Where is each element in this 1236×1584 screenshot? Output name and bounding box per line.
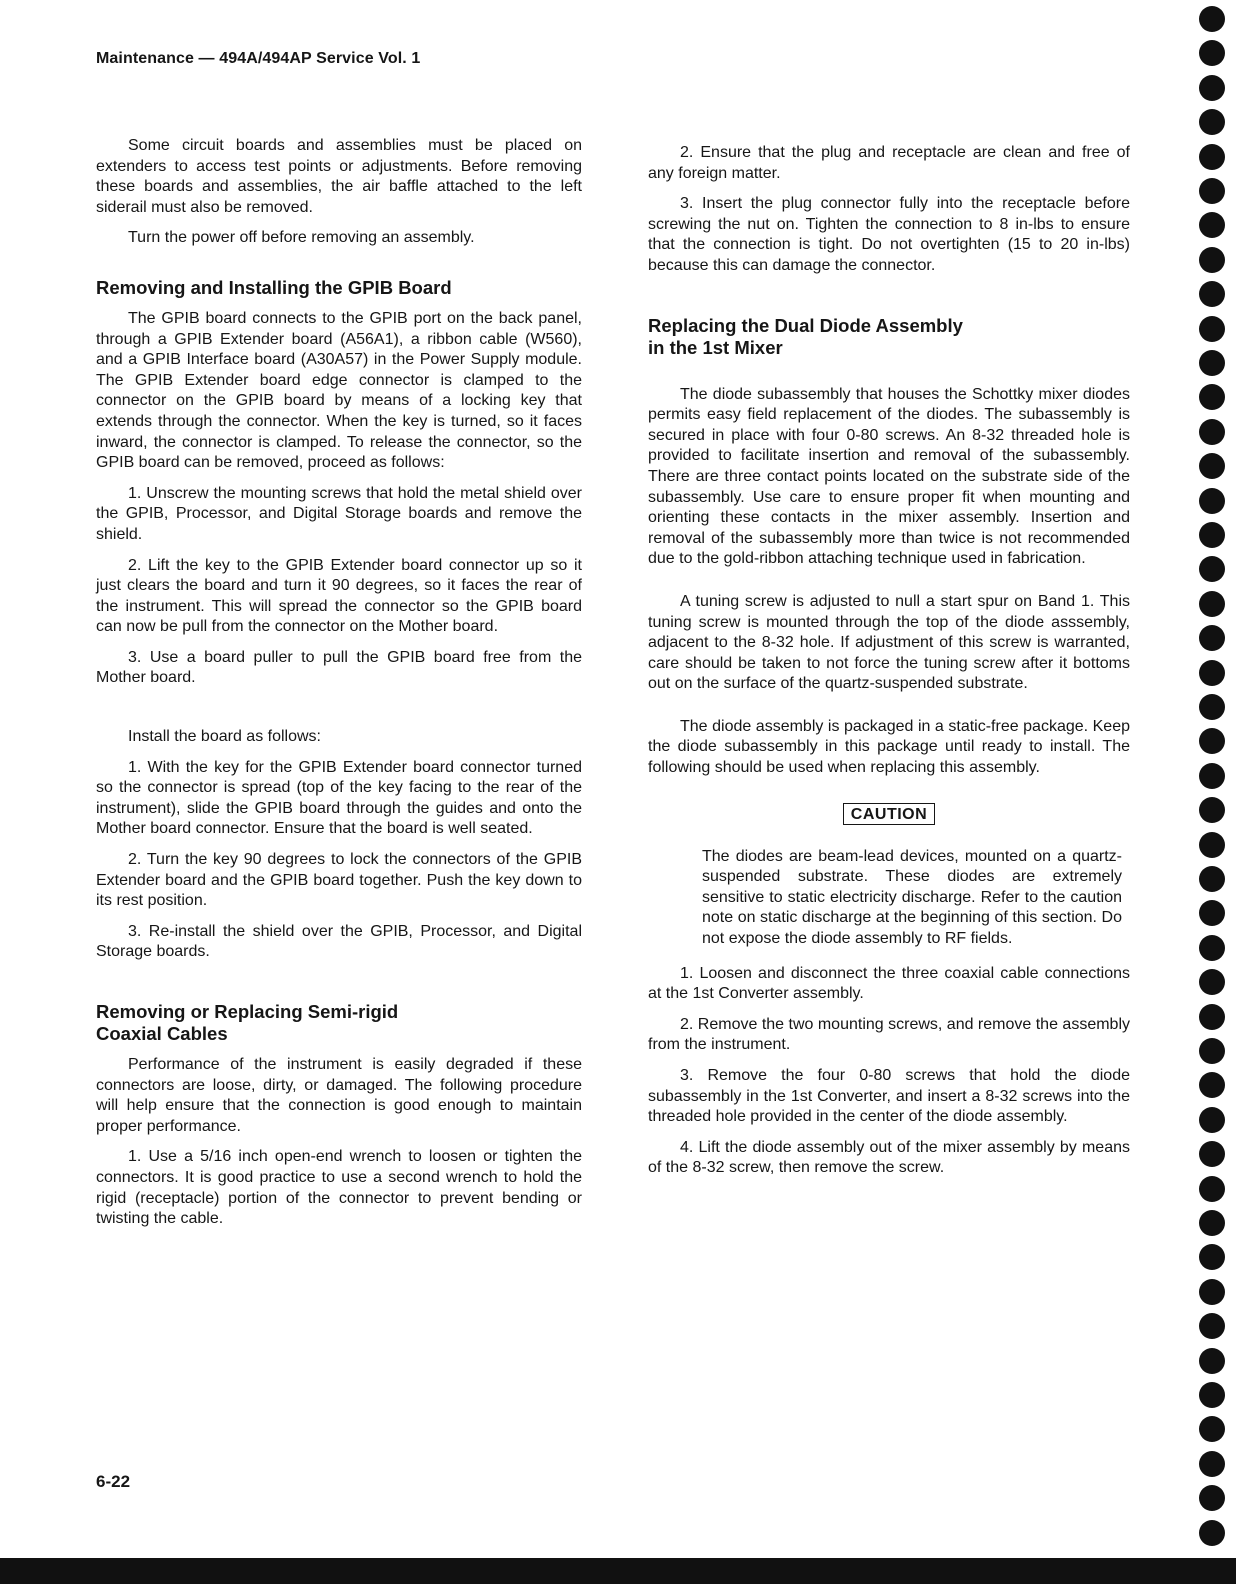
coax-step-3: 3. Insert the plug connector fully into the receptacle before screwing the nut on. Tighten the connection to 8 in-lbs to ensure that the connection is tight. Do not overtighten (15 to 20 in-lbs) because this can damage the connector. <box>648 195 1130 274</box>
coax-heading-line-1: Removing or Replacing Semi-rigid <box>96 1001 399 1022</box>
binder-hole <box>1199 900 1225 926</box>
binder-hole <box>1199 453 1225 479</box>
binder-hole <box>1199 1244 1225 1270</box>
diode-step-3: 3. Remove the four 0-80 screws that hold the diode subassembly in the 1st Converter, and insert a 8-32 screws into the threaded hole provided in the center of the diode assembly. <box>648 1067 1130 1126</box>
binder-hole <box>1199 212 1225 238</box>
gpib-paragraph: The GPIB board connects to the GPIB port on the back panel, through a GPIB Extender board (A56A1), a ribbon cable (W560), and a GPIB Interface board (A30A57) in the Power Supply module. The GPIB Extender board edge connector is clamped to the connector on the GPIB board by means of a locking key that extends through the connector. When the key is turned, so it faces inward, the connector is clamped. To release the connector, so the GPIB board can be removed, proceed as follows: <box>96 309 582 472</box>
binder-hole <box>1199 40 1225 66</box>
binder-hole <box>1199 1485 1225 1511</box>
binder-hole <box>1199 109 1225 135</box>
gpib-step-1: 1. Unscrew the mounting screws that hold the metal shield over the GPIB, Processor, and Digital Storage boards and remove the shield. <box>96 484 582 543</box>
binder-hole <box>1199 1210 1225 1236</box>
binder-hole <box>1199 350 1225 376</box>
binder-hole <box>1199 1279 1225 1305</box>
binder-hole <box>1199 728 1225 754</box>
binder-hole <box>1199 1141 1225 1167</box>
binder-hole <box>1199 488 1225 514</box>
binder-hole <box>1199 556 1225 582</box>
binder-hole <box>1199 1038 1225 1064</box>
binder-hole <box>1199 969 1225 995</box>
binder-hole <box>1199 1313 1225 1339</box>
binder-hole <box>1199 1072 1225 1098</box>
binder-hole <box>1199 625 1225 651</box>
coax-step-2: 2. Ensure that the plug and receptacle are clean and free of any foreign matter. <box>648 144 1130 182</box>
caution-label: CAUTION <box>843 803 935 825</box>
coax-heading <box>96 1001 582 1045</box>
coax-heading-line-2: Coaxial Cables <box>96 1023 228 1044</box>
diode-step-1: 1. Loosen and disconnect the three coaxial cable connections at the 1st Converter assembly. <box>648 964 1130 1003</box>
left-column <box>96 136 582 1240</box>
package-paragraph: The diode assembly is packaged in a static-free package. Keep the diode subassembly in this package until ready to install. The following should be used when replacing this assembly. <box>648 717 1130 777</box>
page-number: 6-22 <box>96 1472 131 1491</box>
intro-note: Turn the power off before removing an assembly. <box>128 229 475 247</box>
diode-heading <box>648 315 1130 359</box>
binder-hole <box>1199 1520 1225 1546</box>
diode-step-4: 4. Lift the diode assembly out of the mixer assembly by means of the 8-32 screw, then remove the screw. <box>648 1138 1130 1177</box>
binder-hole <box>1199 763 1225 789</box>
gpib-step-2: 2. Lift the key to the GPIB Extender board connector up so it just clears the board and turn it 90 degrees, so it faces the rear of the instrument. This will spread the connector so the GPIB board can now be pull from the connector on the Mother board. <box>96 556 582 636</box>
binder-hole <box>1199 1107 1225 1133</box>
binder-hole <box>1199 866 1225 892</box>
caution-text: The diodes are beam-lead devices, mounted on a quartz-suspended substrate. These diodes are extremely sensitive to static electricity discharge. Refer to the caution note on static discharge at the beginning of this section. Do not expose the diode assembly to RF fields. <box>702 847 1122 948</box>
binder-hole <box>1199 1004 1225 1030</box>
intro-paragraph: Some circuit boards and assemblies must be placed on extenders to access test points or adjustments. Before removing these boards and assemblies, the air baffle attached to the left siderail must also be removed. <box>96 137 582 216</box>
binder-hole <box>1199 1382 1225 1408</box>
tuning-paragraph: A tuning screw is adjusted to null a start spur on Band 1. This tuning screw is mounted through the top of the diode asssembly, adjacent to the 8-32 hole. If adjustment of this screw is warranted, care should be taken to not force the tuning screw after it bottoms out on the surface of the quartz-suspended substrate. <box>648 592 1130 693</box>
binder-hole <box>1199 660 1225 686</box>
binder-hole <box>1199 522 1225 548</box>
coax-paragraph: Performance of the instrument is easily degraded if these connectors are loose, dirty, or damaged. The following procedure will help ensure that the connection is good enough to maintain proper performance. <box>96 1056 582 1135</box>
diode-heading-line-2: in the 1st Mixer <box>648 336 783 358</box>
diode-step-2: 2. Remove the two mounting screws, and remove the assembly from the instrument. <box>648 1015 1130 1054</box>
binder-hole <box>1199 419 1225 445</box>
binder-hole <box>1199 178 1225 204</box>
page-header: Maintenance — 494A/494AP Service Vol. 1 <box>96 50 421 67</box>
scan-border <box>0 1558 1236 1584</box>
diode-heading-line-1: Replacing the Dual Diode Assembly <box>648 314 963 336</box>
binder-hole <box>1199 935 1225 961</box>
binder-hole <box>1199 591 1225 617</box>
binder-hole <box>1199 6 1225 32</box>
binder-hole <box>1199 247 1225 273</box>
diode-paragraph: The diode subassembly that houses the Schottky mixer diodes permits easy field replacement of the diodes. The subassembly is secured in place with four 0-80 screws. An 8-32 threaded hole is provided to facilitate insertion and removal of the subassembly. There are three contact points located on the substrate side of the subassembly. Use care to ensure proper fit when mounting and orienting these contacts in the mixer assembly. Insertion and removal of the subassembly more than twice is not recommended due to the gold-ribbon attaching technique used in fabrication. <box>648 385 1130 568</box>
coax-step-1: 1. Use a 5/16 inch open-end wrench to loosen or tighten the connectors. It is good practice to use a second wrench to hold the rigid (receptacle) portion of the connector to prevent bending or twisting the cable. <box>96 1148 582 1228</box>
install-intro: Install the board as follows: <box>128 728 321 746</box>
binder-hole <box>1199 281 1225 307</box>
binder-hole <box>1199 1348 1225 1374</box>
install-step-2: 2. Turn the key 90 degrees to lock the connectors of the GPIB Extender board and the GPIB board together. Push the key down to its rest position. <box>96 851 582 910</box>
binder-hole <box>1199 1176 1225 1202</box>
binder-holes <box>1199 0 1225 1556</box>
install-step-3: 3. Re-install the shield over the GPIB, Processor, and Digital Storage boards. <box>96 922 582 961</box>
gpib-heading: Removing and Installing the GPIB Board <box>96 276 452 298</box>
binder-hole <box>1199 1416 1225 1442</box>
install-step-1: 1. With the key for the GPIB Extender board connector turned so the connector is spread (top of the key facing to the rear of the instrument), slide the GPIB board through the guides and onto the Mother board connector. Ensure that the board is well seated. <box>96 758 582 838</box>
binder-hole <box>1199 797 1225 823</box>
binder-hole <box>1199 384 1225 410</box>
right-column <box>648 143 1130 1189</box>
binder-hole <box>1199 832 1225 858</box>
binder-hole <box>1199 75 1225 101</box>
gpib-step-3: 3. Use a board puller to pull the GPIB board free from the Mother board. <box>96 648 582 687</box>
binder-hole <box>1199 144 1225 170</box>
binder-hole <box>1199 1451 1225 1477</box>
binder-hole <box>1199 694 1225 720</box>
binder-hole <box>1199 316 1225 342</box>
